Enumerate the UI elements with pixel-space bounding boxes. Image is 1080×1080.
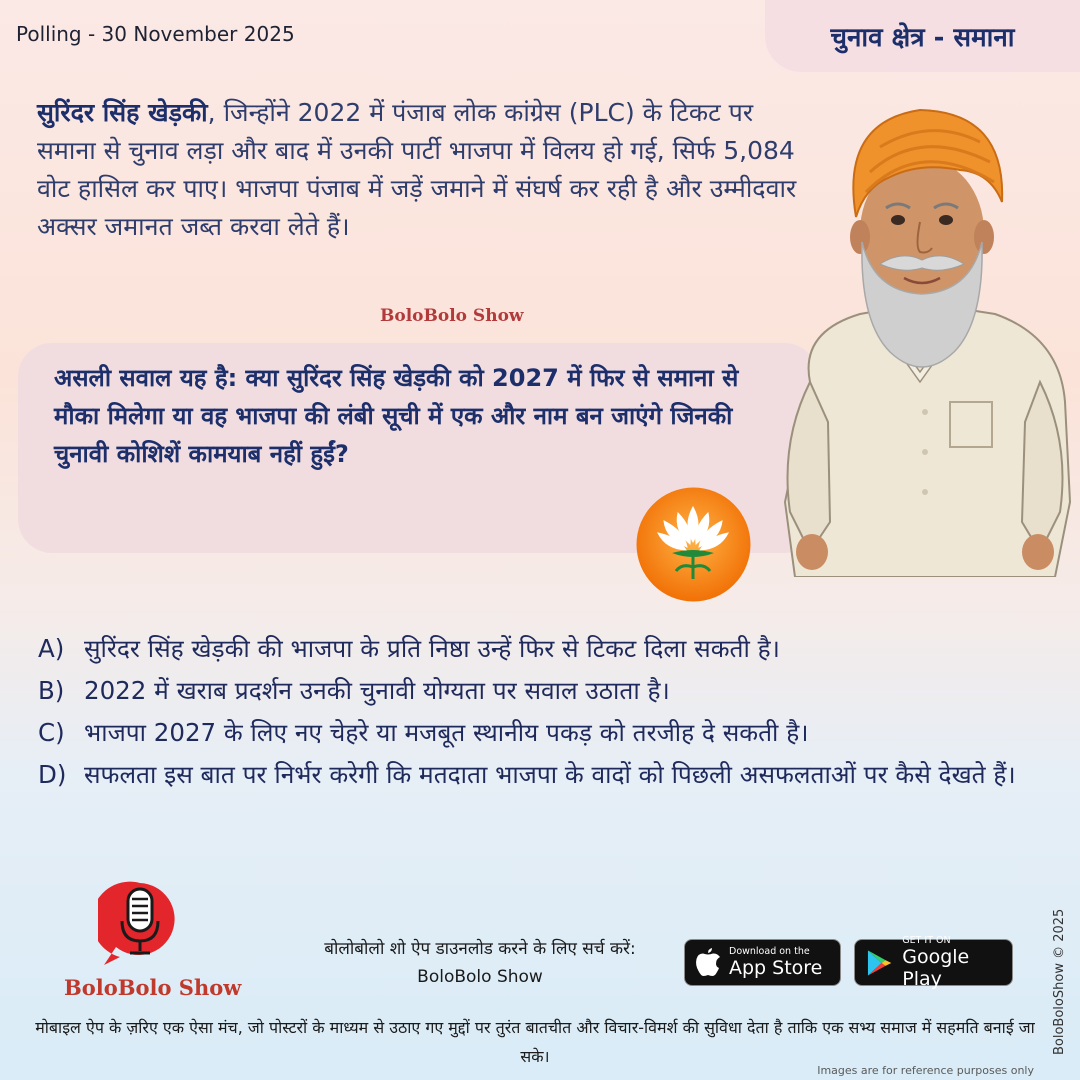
download-instruction: बोलोबोलो शो ऐप डाउनलोड करने के लिए सर्च करें: [324,939,636,959]
watermark: BoloBolo Show [380,306,524,326]
candidate-name: सुरिंदर सिंह खेड़की [37,98,208,127]
lotus-icon [636,487,751,602]
image-disclaimer: Images are for reference purposes only [817,1064,1034,1077]
podcast-mic-icon [98,875,182,973]
footer-description: मोबाइल ऐप के ज़रिए एक ऐसा मंच, जो पोस्टरों के माध्यम से उठाए गए मुद्दों पर तुरंत बातचीत और विचार-विमर्श की सुविधा देता है ताकि एक सभ्य समाज में सहमति बनाई जा सके। [35,1018,1035,1066]
google-play-caption: GET IT ON [902,935,951,946]
option-a[interactable] [38,628,1058,670]
apple-icon [695,948,721,978]
question-text: असली सवाल यह है: क्या सुरिंदर सिंह खेड़की को 2027 में फिर से समाना से मौका मिलेगा या वह भाजपा की लंबी सूची में एक और नाम बन जाएंगे जिनकी चुनावी कोशिशें कामयाब नहीं हुईं? [54,364,739,468]
option-letter: B) [38,676,65,705]
option-c[interactable] [38,712,1058,754]
option-letter: D) [38,760,67,789]
option-letter: C) [38,718,65,747]
app-store-caption: Download on the [729,946,810,957]
brand-name: BoloBolo Show [64,975,242,1000]
download-search-term: BoloBolo Show [417,967,543,987]
google-play-label: Google Play [902,946,970,990]
option-b[interactable] [38,670,1058,712]
constituency-tab [765,0,1080,72]
option-text: 2022 में खराब प्रदर्शन उनकी चुनावी योग्यता पर सवाल उठाता है। [84,676,670,705]
google-play-icon [865,948,894,978]
app-store-button[interactable] [684,939,841,986]
download-note [290,935,670,991]
google-play-button[interactable] [854,935,1013,990]
option-letter: A) [38,634,65,663]
option-text: सफलता इस बात पर निर्भर करेगी कि मतदाता भाजपा के वादों को पिछली असफलताओं पर कैसे देखते हैं। [84,760,1016,789]
copyright-notice: BoloBoloShow © 2025 [1052,908,1067,1055]
intro-text: , जिन्होंने 2022 में पंजाब लोक कांग्रेस (PLC) के टिकट पर समाना से चुनाव लड़ा और बाद में उनकी पार्टी भाजपा में विलय हो गई, सिर्फ 5,084 वोट हासिल कर पाए। भाजपा पंजाब में जड़ें जमाने में संघर्ष कर रही है और उम्मीदवार अक्सर जमानत जब्त करवा लेते हैं। [37,98,797,241]
app-store-label: App Store [729,957,823,979]
option-text: सुरिंदर सिंह खेड़की की भाजपा के प्रति निष्ठा उन्हें फिर से टिकट दिला सकती है। [84,634,780,663]
intro-paragraph [37,94,812,246]
candidate-portrait [770,82,1080,577]
polling-date: Polling - 30 November 2025 [16,22,295,46]
answer-options [38,628,1058,796]
option-text: भाजपा 2027 के लिए नए चेहरे या मजबूत स्थानीय पकड़ को तरजीह दे सकती है। [84,718,809,747]
option-d[interactable] [38,754,1058,796]
constituency-label: चुनाव क्षेत्र - समाना [830,23,1015,53]
